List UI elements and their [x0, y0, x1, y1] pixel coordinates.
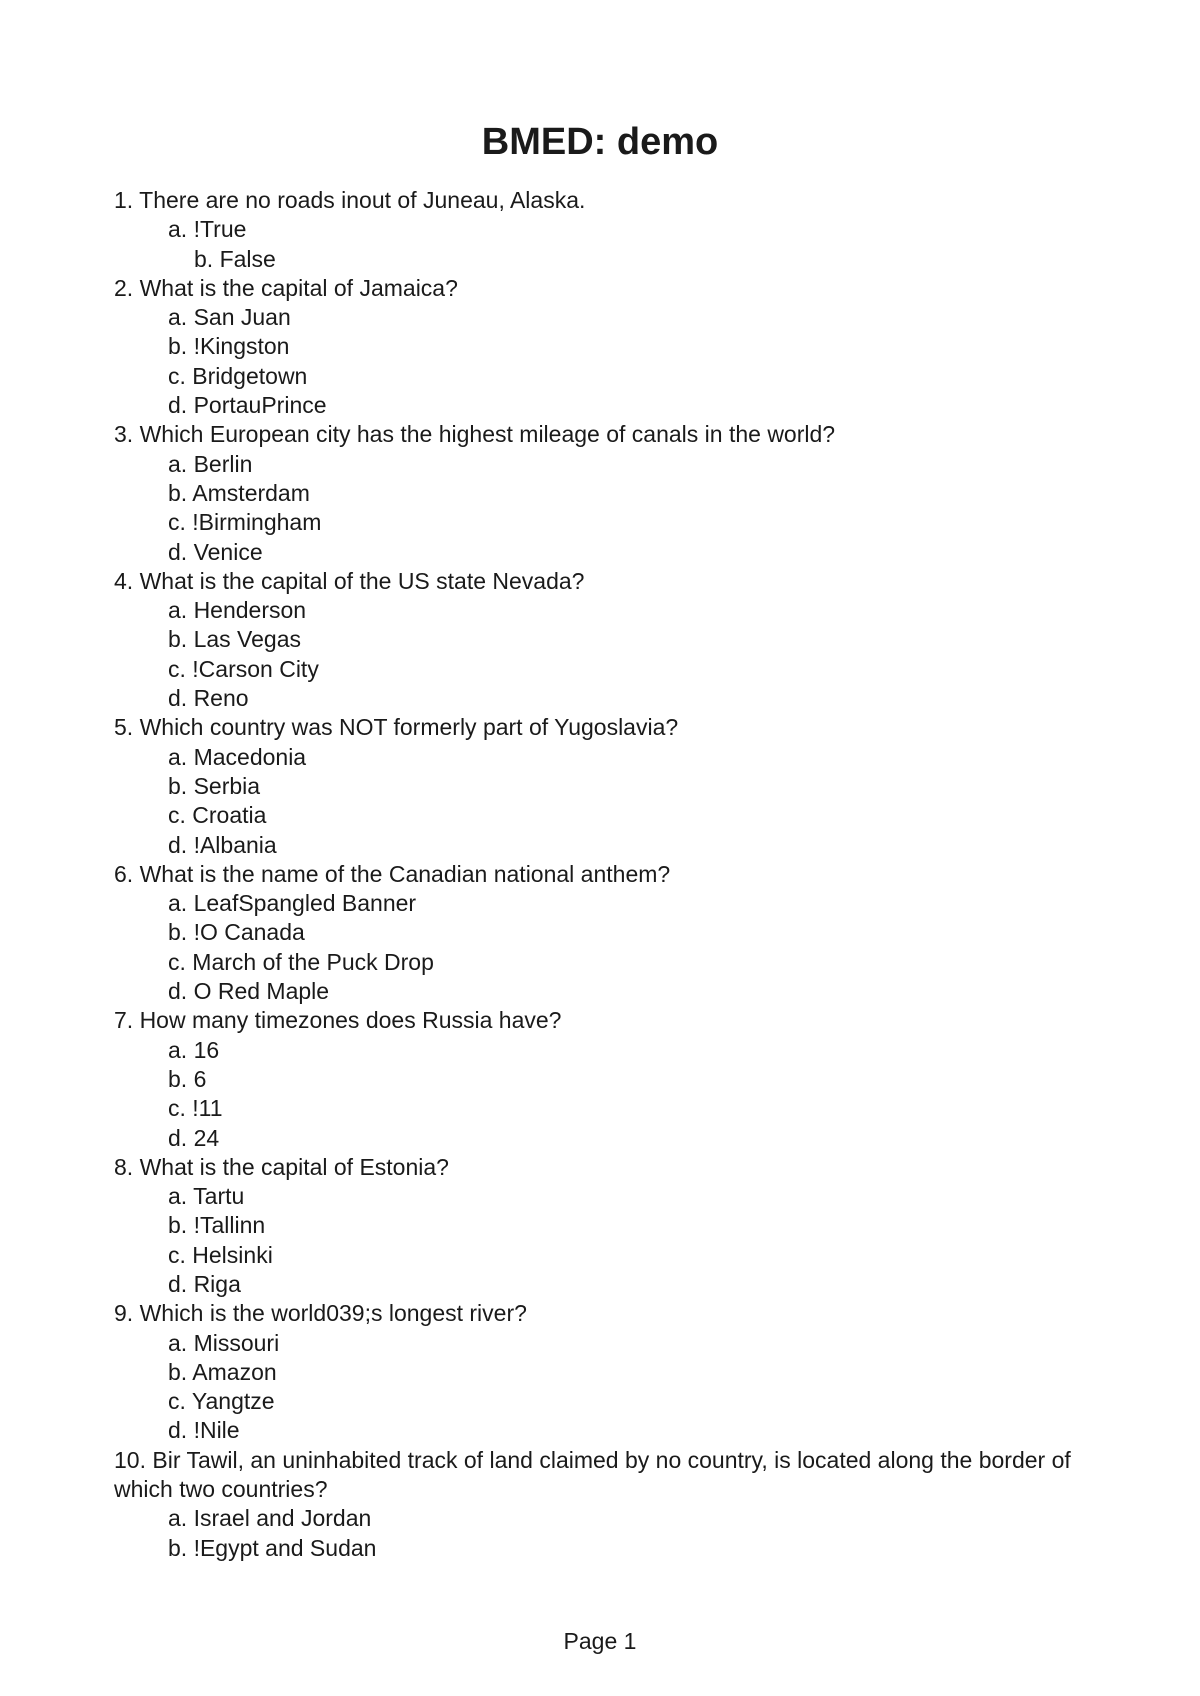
option-item: c. !Carson City — [168, 655, 319, 682]
option-item: c. March of the Puck Drop — [168, 948, 434, 975]
option-list — [114, 450, 1074, 567]
option-item: b. !O Canada — [168, 919, 305, 946]
question-text: 5. Which country was NOT formerly part of Yugoslavia? — [114, 714, 679, 741]
option-item: a. Missouri — [168, 1329, 280, 1356]
question-text: 4. What is the capital of the US state Nevada? — [114, 567, 585, 594]
option-item: a. !True — [168, 216, 247, 243]
option-item: b. Amsterdam — [168, 479, 310, 506]
option-item: d. Venice — [168, 538, 263, 565]
option-item: d. Reno — [168, 685, 249, 712]
question-text: 6. What is the name of the Canadian national anthem? — [114, 860, 671, 887]
question-list — [114, 186, 1074, 1563]
option-list — [114, 743, 1074, 860]
question-5 — [114, 713, 1074, 859]
option-item: a. San Juan — [168, 304, 291, 331]
question-4 — [114, 567, 1074, 713]
question-3 — [114, 420, 1074, 566]
option-item: a. 16 — [168, 1036, 220, 1063]
option-item: c. Croatia — [168, 802, 267, 829]
option-list — [114, 1504, 1074, 1563]
option-item: b. Amazon — [168, 1358, 277, 1385]
question-2 — [114, 274, 1074, 420]
option-item: c. Yangtze — [168, 1388, 275, 1415]
option-list — [114, 1329, 1074, 1446]
question-10 — [114, 1446, 1074, 1563]
option-item: d. PortauPrince — [168, 392, 327, 419]
option-item: a. Henderson — [168, 597, 307, 624]
question-8 — [114, 1153, 1074, 1299]
option-item: b. !Tallinn — [168, 1212, 266, 1239]
option-item: a. LeafSpangled Banner — [168, 890, 417, 917]
option-item: d. 24 — [168, 1124, 220, 1151]
option-list — [114, 1182, 1074, 1299]
question-text: 9. Which is the world039;s longest river? — [114, 1300, 527, 1327]
option-item: b. Serbia — [168, 772, 261, 799]
option-item: b. !Kingston — [168, 333, 290, 360]
option-item: d. Riga — [168, 1270, 241, 1297]
option-list — [114, 889, 1074, 1006]
option-item: a. Macedonia — [168, 743, 307, 770]
question-7 — [114, 1006, 1074, 1152]
option-item: c. !11 — [168, 1095, 223, 1122]
option-item: b. 6 — [168, 1065, 207, 1092]
question-text: 2. What is the capital of Jamaica? — [114, 274, 458, 301]
option-item: b. Las Vegas — [168, 626, 301, 653]
option-item: d. !Albania — [168, 831, 277, 858]
option-item: d. !Nile — [168, 1417, 240, 1444]
option-list — [114, 596, 1074, 713]
option-item: a. Israel and Jordan — [168, 1505, 372, 1532]
question-1 — [114, 186, 1074, 274]
page-number: Page 1 — [563, 1628, 637, 1654]
option-item: a. Berlin — [168, 450, 253, 477]
question-9 — [114, 1299, 1074, 1445]
option-item: b. False — [194, 245, 276, 272]
option-list — [114, 215, 1074, 274]
option-item: a. Tartu — [168, 1183, 245, 1210]
question-text: 10. Bir Tawil, an uninhabited track of land claimed by no country, is located along the border of which two countries? — [114, 1446, 1071, 1503]
option-list — [114, 1036, 1074, 1153]
option-item: c. Bridgetown — [168, 362, 308, 389]
option-item: d. O Red Maple — [168, 978, 330, 1005]
question-text: 3. Which European city has the highest mileage of canals in the world? — [114, 421, 836, 448]
question-text: 1. There are no roads inout of Juneau, Alaska. — [114, 187, 586, 213]
option-item: c. !Birmingham — [168, 509, 322, 536]
question-text: 7. How many timezones does Russia have? — [114, 1007, 562, 1034]
question-text: 8. What is the capital of Estonia? — [114, 1153, 449, 1180]
document-title: BMED: demo — [481, 121, 719, 163]
option-item: b. !Egypt and Sudan — [168, 1534, 377, 1561]
option-item: c. Helsinki — [168, 1241, 273, 1268]
question-6 — [114, 860, 1074, 1006]
option-list — [114, 303, 1074, 420]
